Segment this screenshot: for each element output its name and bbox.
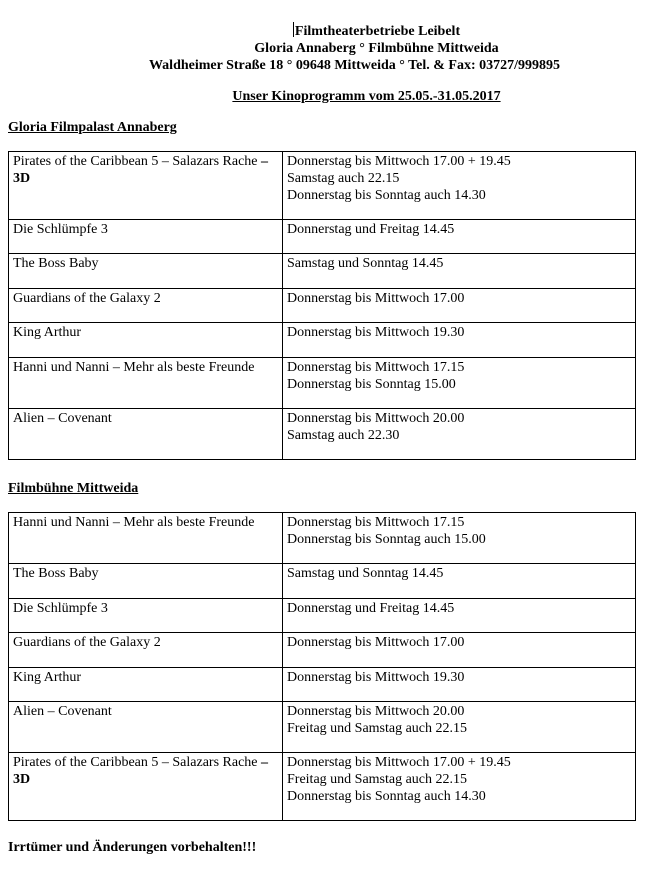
film-title: Guardians of the Galaxy 2 bbox=[9, 633, 283, 668]
film-title: Pirates of the Caribbean 5 – Salazars Rache – 3D bbox=[9, 152, 283, 220]
table-row bbox=[9, 289, 636, 323]
film-title: Die Schlümpfe 3 bbox=[9, 220, 283, 254]
showtimes: Donnerstag bis Mittwoch 20.00 Samstag auch 22.30 bbox=[283, 409, 636, 460]
showtimes: Donnerstag bis Mittwoch 20.00 Freitag und Samstag auch 22.15 bbox=[283, 702, 636, 753]
film-title: Alien – Covenant bbox=[9, 409, 283, 460]
table-row bbox=[9, 599, 636, 633]
section-title-mittweida: Filmbühne Mittweida bbox=[8, 481, 139, 496]
program-title: Unser Kinoprogramm vom 25.05.-31.05.2017 bbox=[232, 89, 501, 104]
showtimes: Donnerstag und Freitag 14.45 bbox=[283, 220, 636, 254]
showtimes: Donnerstag bis Mittwoch 17.15 Donnerstag bis Sonntag auch 15.00 bbox=[283, 513, 636, 564]
table-row bbox=[9, 323, 636, 358]
film-format: – 3D bbox=[13, 154, 269, 186]
section-title-annaberg: Gloria Filmpalast Annaberg bbox=[8, 120, 177, 135]
film-format: – 3D bbox=[13, 755, 269, 787]
table-row bbox=[9, 513, 636, 564]
showtimes: Donnerstag bis Mittwoch 17.00 + 19.45 Freitag und Samstag auch 22.15 Donnerstag bis Sonntag auch 14.30 bbox=[283, 753, 636, 821]
film-title: Guardians of the Galaxy 2 bbox=[9, 289, 283, 323]
film-title: The Boss Baby bbox=[9, 564, 283, 599]
document-header bbox=[0, 22, 653, 105]
showtimes: Donnerstag bis Mittwoch 17.00 bbox=[283, 633, 636, 668]
company-name: Filmtheaterbetriebe Leibelt bbox=[294, 24, 461, 39]
film-title: King Arthur bbox=[9, 668, 283, 702]
program-table-mittweida bbox=[8, 512, 636, 821]
cinema-names: Gloria Annaberg ° Filmbühne Mittweida bbox=[254, 41, 499, 56]
film-title: Pirates of the Caribbean 5 – Salazars Rache – 3D bbox=[9, 753, 283, 821]
company-address: Waldheimer Straße 18 ° 09648 Mittweida ° Tel. & Fax: 03727/999895 bbox=[148, 58, 561, 73]
showtimes: Samstag und Sonntag 14.45 bbox=[283, 564, 636, 599]
film-title: The Boss Baby bbox=[9, 254, 283, 289]
film-title: Alien – Covenant bbox=[9, 702, 283, 753]
table-row bbox=[9, 254, 636, 289]
showtimes: Donnerstag bis Mittwoch 17.15 Donnerstag bis Sonntag 15.00 bbox=[283, 358, 636, 409]
table-row bbox=[9, 633, 636, 668]
showtimes: Donnerstag und Freitag 14.45 bbox=[283, 599, 636, 633]
film-title: Die Schlümpfe 3 bbox=[9, 599, 283, 633]
disclaimer: Irrtümer und Änderungen vorbehalten!!! bbox=[8, 840, 257, 855]
film-title: Hanni und Nanni – Mehr als beste Freunde bbox=[9, 513, 283, 564]
showtimes: Samstag und Sonntag 14.45 bbox=[283, 254, 636, 289]
table-row bbox=[9, 564, 636, 599]
table-row bbox=[9, 753, 636, 821]
table-row bbox=[9, 152, 636, 220]
table-row bbox=[9, 358, 636, 409]
film-title: King Arthur bbox=[9, 323, 283, 358]
table-row bbox=[9, 409, 636, 460]
showtimes: Donnerstag bis Mittwoch 19.30 bbox=[283, 323, 636, 358]
table-row bbox=[9, 668, 636, 702]
showtimes: Donnerstag bis Mittwoch 17.00 + 19.45 Samstag auch 22.15 Donnerstag bis Sonntag auch 14.30 bbox=[283, 152, 636, 220]
table-row bbox=[9, 220, 636, 254]
showtimes: Donnerstag bis Mittwoch 19.30 bbox=[283, 668, 636, 702]
table-row bbox=[9, 702, 636, 753]
showtimes: Donnerstag bis Mittwoch 17.00 bbox=[283, 289, 636, 323]
program-table-annaberg bbox=[8, 151, 636, 460]
film-title: Hanni und Nanni – Mehr als beste Freunde bbox=[9, 358, 283, 409]
text-cursor bbox=[293, 22, 294, 37]
